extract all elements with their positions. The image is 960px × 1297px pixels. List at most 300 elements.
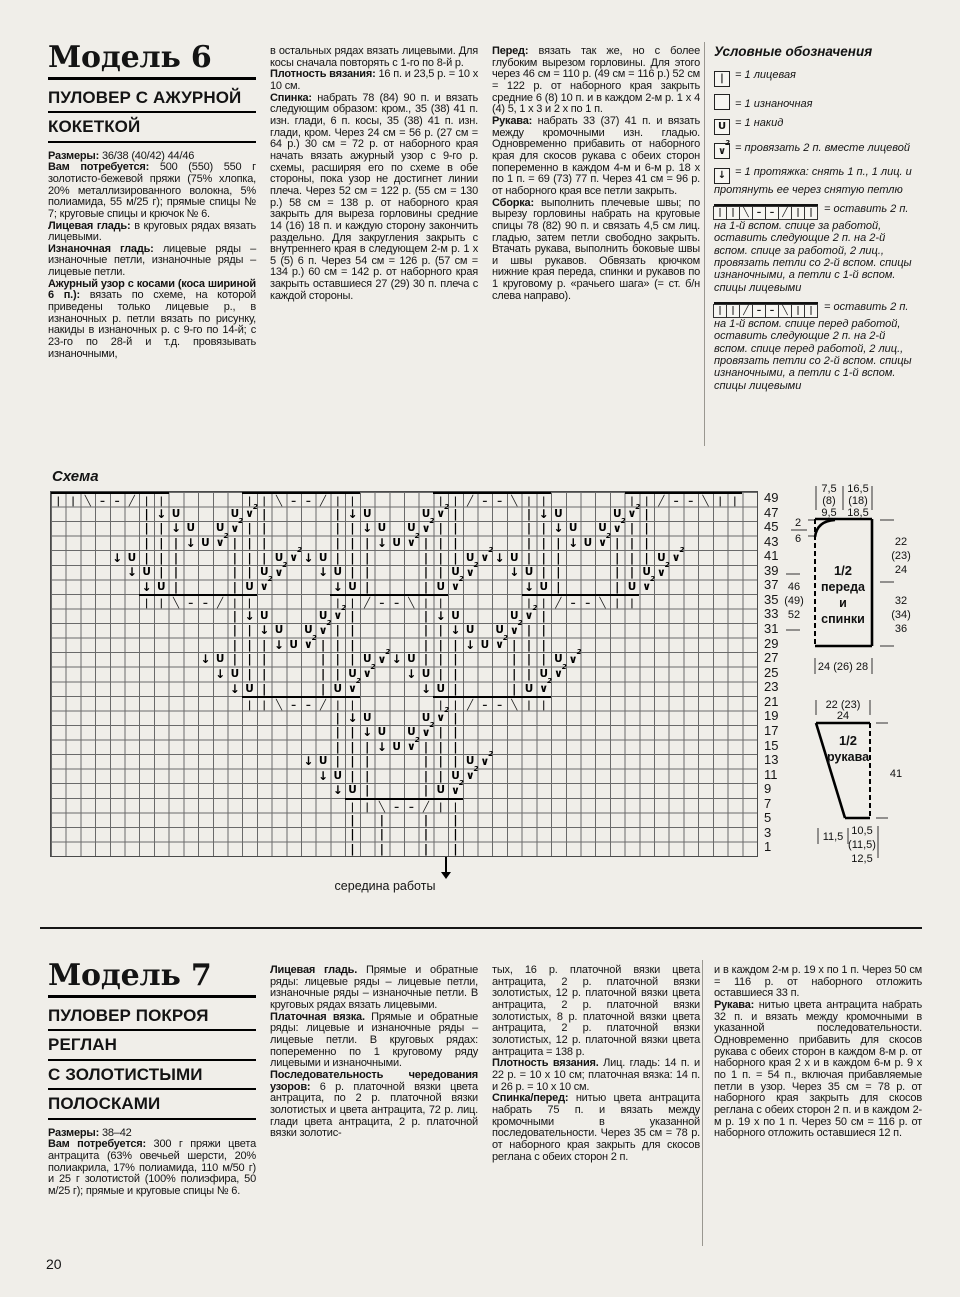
chart-cell: ∨ 2 <box>421 517 435 535</box>
chart-cell: U <box>539 580 548 593</box>
chart-cell: U <box>436 580 446 593</box>
chart-cell: U <box>407 726 416 739</box>
chart-cell: | <box>159 550 164 565</box>
paragraph: Размеры: 38–42 <box>48 1126 132 1139</box>
chart-cell: | <box>232 550 237 565</box>
model6-column-3 <box>492 46 700 302</box>
chart-cell: ∨ 2 <box>553 662 567 681</box>
row-number: 5 <box>764 810 772 826</box>
chart-cell: | <box>350 521 355 536</box>
chart-cell: ↓ <box>303 754 314 769</box>
measure: 16,5 <box>847 483 869 495</box>
chart-cell: ↓ <box>126 565 137 580</box>
chart-cell: | <box>247 565 252 580</box>
chart-cell: ↓ <box>450 623 461 638</box>
chart-cell: ∨ 2 <box>436 706 450 725</box>
model7-column-1 <box>48 960 256 1198</box>
chart-cell: U <box>318 551 328 564</box>
chart-cell: ∨ 2 <box>627 502 641 521</box>
measure: (18) <box>848 495 868 507</box>
chart-cell: U <box>554 653 563 666</box>
chart-cell: ∨ 2 <box>465 560 479 579</box>
chart-cell: U <box>230 507 240 520</box>
chart-cell: ↓ <box>185 535 196 550</box>
paragraph: Последовательность чередования узоров: 6 р. платочной вязки цвета антрацита, по 2 р. платочной вязки золотистых и цвета антрацита, 72 р. лиц. глади цвета антрацита, 2 р. платочной вязки золотис- <box>270 1068 478 1140</box>
chart-cell: U <box>157 580 166 593</box>
model6-title: Модель 6 <box>48 42 256 80</box>
column-divider-top <box>704 42 705 446</box>
row-number: 7 <box>764 795 772 811</box>
row-number: 35 <box>764 591 779 607</box>
chart-cell: U <box>554 507 563 520</box>
cable-symbol: | | ╱ – – ╲ | | <box>330 594 448 611</box>
page-number: 20 <box>46 1256 62 1272</box>
measure: 9,5 <box>821 507 837 519</box>
chart-cell: | <box>453 521 458 536</box>
chart-cell: | <box>526 623 532 638</box>
row-number: 17 <box>764 722 779 738</box>
row-number: 27 <box>764 650 779 666</box>
chart-cell: ↓ <box>332 579 343 594</box>
chart-cell: | <box>453 666 458 681</box>
paragraph: Изнаночная гладь: лицевые ряды – изнаночные петли, изнаночные ряды – лицевые петли. <box>48 242 256 279</box>
chart-cell: | <box>615 535 620 550</box>
paragraph: Ажурный узор с косами (коса шириной 6 п.): вязать по схеме, на которой приведены только лицевые р., в изнаночных р. петли вязать по рисунку, накиды в изнаночных р. с 9-го по 14-й; с 23-го по 28-й и т.д. провязывать изнаночными, <box>48 277 256 360</box>
chart-cell: | <box>350 550 355 565</box>
chart-cell: ↓ <box>156 506 167 521</box>
chart-cell: U <box>407 522 416 535</box>
chart-cell: | <box>320 681 326 696</box>
chart-cell: | <box>335 666 340 681</box>
chart-cell: ↓ <box>435 608 446 623</box>
paragraph-label: Рукава: <box>492 114 538 127</box>
chart-cell: | <box>453 739 458 754</box>
chart-cell: | <box>144 550 149 565</box>
chart-cell: ∨ 2 <box>656 560 670 579</box>
paragraph: Рукава: набрать 33 (37) 41 п. и вязать между кромочными изн. гладью. Одновременно прибавить от наборного края для скосов рукава с обеих сторон попеременно в каждом 4-м и 6-м р. 18 x по 1 п. = 69 (73) 77 п. Через 41 см = 96 р. от наборного края все петли закрыть. <box>492 114 700 197</box>
paragraph-label: Сборка: <box>492 196 541 209</box>
paragraph: Сборка: выполнить плечевые швы; по вырезу горловины набрать на круговые спицы 78 (82) 90 п. и связать 4,5 см лиц. гладью, затем петли свободно закрыть. Втачать рукава, выполнить боковые швы и швы рукавов. Обвязать крючком нижние края переда, спинки и рукавов по 1 круговому р. «рачьего шага» (= ст. б/н слева направо). <box>492 196 700 302</box>
chart-cell: U <box>333 682 343 695</box>
measure: 52 <box>787 609 801 621</box>
chart-cell: | <box>379 827 384 842</box>
chart-cell: | <box>365 550 370 565</box>
chart-cell: ∨ 2 <box>539 677 553 696</box>
measure: 12,5 <box>851 853 873 865</box>
paragraph: Лицевая гладь. Прямые и обратные ряды: лицевые ряды – лицевые петли, изнаночные ряды – изнаночные петли. В круговых рядах вязать лицевыми. <box>270 964 478 1011</box>
chart-cell: | <box>335 550 340 565</box>
measure: 24 (26) 28 <box>817 661 869 673</box>
chart-cell: U <box>524 566 534 579</box>
chart-cell: | <box>438 521 443 536</box>
chart-cell: | <box>379 812 384 827</box>
chart-cell: U <box>436 682 446 695</box>
chart-cell: | <box>541 535 546 550</box>
section-divider <box>40 927 922 929</box>
subtitle-line: ПОЛОСКАМИ <box>48 1090 256 1120</box>
chart-cell: | <box>438 652 443 667</box>
paragraph: Вам потребуется: 500 (550) 550 г золотисто-бежевой пряжи (75% хлопка, 20% металлизированного волокна, 5% полиамида, 55 м/25 г); прямые спицы № 7; круговые спицы и крючок № 6. <box>48 161 256 220</box>
measure: (23) <box>891 550 911 562</box>
chart-cell: | <box>335 506 340 521</box>
chart-cell: | <box>453 637 458 652</box>
chart-cell: U <box>436 784 446 797</box>
row-number: 13 <box>764 752 779 768</box>
chart-cell: ↓ <box>538 506 549 521</box>
model7-subtitle <box>48 1002 256 1120</box>
chart-cell: | <box>335 739 340 754</box>
chart-cell: | <box>644 506 649 521</box>
paragraph-label: Изнаночная гладь: <box>48 242 163 255</box>
chart-cell: | <box>350 841 355 856</box>
chart-cell: ↓ <box>362 521 373 536</box>
chart-cell: U <box>421 711 431 724</box>
paragraph-label: Плотность вязания: <box>270 68 379 81</box>
chart-cell: | <box>438 754 443 769</box>
chart-cell: | <box>423 652 429 667</box>
row-number: 3 <box>764 824 772 840</box>
chart-cell: | <box>159 535 164 550</box>
chart-cell: ∨ 2 <box>406 531 420 550</box>
piece-label: 1/2 <box>833 563 853 578</box>
chart-cell: | <box>247 666 252 681</box>
chart-cell: U <box>215 653 225 666</box>
legend-item <box>714 69 920 87</box>
chart-cell: | <box>350 739 355 754</box>
chart-cell: | <box>159 521 164 536</box>
chart-cell: ∨ 2 <box>230 517 244 535</box>
model7-title: Модель 7 <box>48 960 256 998</box>
chart-cell: | <box>247 637 252 652</box>
chart-cell: | <box>453 841 458 856</box>
chart-cell: | <box>423 812 429 827</box>
paragraph-label: Вам потребуется: <box>48 1138 154 1151</box>
chart-cell: | <box>350 565 355 580</box>
chart-cell: ∨ 2 <box>509 619 523 637</box>
knitting-chart <box>50 491 758 857</box>
chart-cell: ∨ 2 <box>524 604 538 623</box>
chart-cell: | <box>453 506 458 521</box>
chart-cell: | <box>423 739 429 754</box>
legend-item <box>714 117 920 135</box>
chart-cell: | <box>350 623 355 638</box>
chart-cell: | <box>629 550 635 565</box>
chart-cell: ↓ <box>406 666 417 681</box>
chart-cell: | <box>365 783 370 798</box>
row-number: 23 <box>764 679 779 695</box>
chart-cell: | <box>423 535 429 550</box>
chart-cell: | <box>423 579 429 594</box>
piece-label: рукава <box>826 750 870 764</box>
chart-cell: | <box>541 521 546 536</box>
chart-cell: ↓ <box>421 681 432 696</box>
chart-cell: | <box>556 565 561 580</box>
chart-cell: | <box>615 579 620 594</box>
model6-col1-paragraphs <box>48 151 256 361</box>
chart-cell: | <box>541 565 546 580</box>
chart-cell: | <box>262 637 267 652</box>
chart-cell: U <box>304 624 313 637</box>
chart-cell: | <box>556 579 561 594</box>
chart-cell: U <box>318 609 328 622</box>
slip-icon: ↓ <box>714 168 730 184</box>
row-number: 9 <box>764 781 772 797</box>
chart-cell: | <box>453 710 458 725</box>
knit-icon: | <box>714 71 730 87</box>
subtitle-line: КОКЕТКОЙ <box>48 113 256 143</box>
chart-cell: | <box>526 666 532 681</box>
chart-cell: U <box>362 507 372 520</box>
chart-cell: | <box>438 623 443 638</box>
chart-cell: U <box>465 624 475 637</box>
chart-cell: | <box>365 565 370 580</box>
chart-cell: ∨ 2 <box>495 633 508 652</box>
chart-cell: ↓ <box>141 579 152 594</box>
paragraph: Размеры: 36/38 (40/42) 44/46 <box>48 149 195 162</box>
legend-text: = оставить 2 п. на 1-й вспом. спице за работой, оставить следующие 2 п. на 2-й вспом. спице за работой, 2 лиц., провязать петли со 2-й вспом. спицы изнаночными, а петли с 1-й вспом. спицы лицевыми <box>714 203 912 294</box>
chart-cell: | <box>526 637 532 652</box>
chart-cell: | <box>423 550 429 565</box>
chart-cell: U <box>348 667 357 680</box>
column-divider-bottom <box>702 960 703 1246</box>
chart-cell: U <box>362 711 372 724</box>
paragraph: Лицевая гладь: в круговых рядах вязать лицевыми. <box>48 219 256 244</box>
chart-cell: | <box>320 666 326 681</box>
chart-cell: | <box>320 637 326 652</box>
chart-cell: | <box>144 506 149 521</box>
chart-cell: U <box>421 507 431 520</box>
paragraph: Спинка/перед: нитью цвета антрацита набрать 75 п. и вязать между кромочными в указанной последовательности. Через 35 см = 78 р. от наборного края закрыть для скосов реглана с обеих сторон 2 п. <box>492 1092 700 1163</box>
chart-cell: ∨ 2 <box>671 546 685 564</box>
legend-item <box>714 301 920 392</box>
measure: 10,5 <box>851 825 873 837</box>
chart-cell: ∨ 2 <box>598 531 611 550</box>
chart-cell: ∨ 2 <box>362 662 376 681</box>
cable-symbol: | | ╲ – – ╱ | | <box>242 492 360 509</box>
chart-cell: | <box>320 652 326 667</box>
chart-cell: U <box>186 522 195 535</box>
chart-cell: ↓ <box>391 652 402 667</box>
chart-cell: ↓ <box>347 710 358 725</box>
chart-cell: | <box>232 652 237 667</box>
paragraph-label: Последовательность чередования узоров: <box>270 1068 478 1093</box>
chart-cell: | <box>144 535 149 550</box>
chart-cell: | <box>526 521 532 536</box>
chart-cell: | <box>423 565 429 580</box>
chart-cell: | <box>423 608 429 623</box>
row-number: 11 <box>764 766 778 782</box>
legend-text: = оставить 2 п. на 1-й вспом. спице перед работой, оставить следующие 2 п. на 2-й вспом. спице перед работой, 2 лиц., провязать петли со 2-й вспом. спицы изнаночными, а петли с 1-й вспом. спицы лицевыми <box>714 301 912 392</box>
piece-label: переда <box>821 580 865 594</box>
paragraph: тых, 16 р. платочной вязки цвета антрацита, 2 р. платочной вязки золотистых, 12 р. платочной вязки цвета антрацита, 2 р. платочной вязки золотистых, 8 р. платочной вязки цвета антрацита, 2 р. платочной вязки золотистых, 12 р. платочной вязки цвета антрацита = 138 р. <box>492 964 700 1058</box>
chart-cell: | <box>644 521 649 536</box>
chart-cell: | <box>262 535 267 550</box>
chart-cell: ∨ 2 <box>274 560 288 579</box>
paragraph: в остальных рядах вязать лицевыми. Для косы сначала повторять с 1-го по 8-й р. <box>270 45 478 69</box>
chart-cell: U <box>201 536 210 549</box>
chart-cell: U <box>318 755 328 768</box>
chart-cell: ∨ 2 <box>612 517 626 535</box>
chart-cell: | <box>629 521 635 536</box>
chart-cell: ∨ 2 <box>303 633 317 652</box>
chart-cell: U <box>348 784 357 797</box>
chart-cell: U <box>598 522 607 535</box>
chart-cell: ↓ <box>523 579 535 594</box>
chart-cell: | <box>541 550 546 565</box>
paragraph-label: Вам потребуется: <box>48 161 160 174</box>
chart-cell: U <box>333 566 343 579</box>
chart-cell: | <box>526 506 532 521</box>
measure: 36 <box>894 623 908 635</box>
measure: 22 <box>894 536 908 548</box>
chart-cell: ∨ 2 <box>215 531 229 550</box>
chart-cell: U <box>612 507 622 520</box>
paragraph-label: Рукава: <box>714 998 759 1011</box>
chart-cell: | <box>453 652 458 667</box>
chart-cell: | <box>644 535 649 550</box>
schematic-front-back <box>768 478 960 688</box>
subtitle-line: РЕГЛАН <box>48 1031 256 1061</box>
chart-cell: | <box>350 827 355 842</box>
measure: 24 <box>836 710 850 722</box>
schematic-sleeve <box>768 698 960 883</box>
chart-cell: | <box>232 608 237 623</box>
paragraph: Платочная вязка. Прямые и обратные ряды: лицевые и изнаночные ряды – лицевые петли. В круговых рядах: попеременно по 1 круговому ряду лицевыми и изнаночными. <box>270 1010 478 1070</box>
chart-cell: ↓ <box>465 637 476 652</box>
chart-title: Схема <box>52 468 99 485</box>
row-number: 49 <box>764 490 779 505</box>
legend-item <box>714 166 920 196</box>
chart-cell: | <box>423 768 429 783</box>
chart-cell: | <box>173 579 179 594</box>
paragraph: Перед: вязать так же, но с более глубоким вырезом горловины. Для этого через 46 см = 110 р. (49 см = 116 р.) 52 см = 122 р. от наборного края закрыть средние 6 (8) 10 п. и в каждом 2-м р. 1 x 4 (4) 5, 1 x 3 и 2 x по 1 п. <box>492 45 700 116</box>
chart-cell: | <box>644 550 649 565</box>
chart-cell: U <box>421 667 431 680</box>
piece-label: 1/2 <box>838 733 858 748</box>
chart-cell: ∨ 2 <box>450 779 464 797</box>
piece-label: и <box>839 596 847 610</box>
chart-cell: | <box>335 754 340 769</box>
chart-cell: U <box>451 609 460 622</box>
cable-symbol: | | ╱ – – ╲ | | <box>433 696 551 713</box>
chart-cell: U <box>333 769 343 782</box>
chart-cell: | <box>541 623 546 638</box>
paragraph: и в каждом 2-м р. 19 x по 1 п. Через 50 см = 116 р. от наборного отложить оставшиеся 33 п. <box>714 964 922 1000</box>
chart-cell: ↓ <box>318 565 329 580</box>
chart-cell: | <box>350 608 355 623</box>
row-number: 15 <box>764 737 779 753</box>
row-number: 1 <box>764 839 772 855</box>
cable-symbol: | | ╱ – – ╲ | | <box>522 594 640 611</box>
chart-cell: | <box>512 637 517 652</box>
chart-cell: U <box>627 580 637 593</box>
cable-symbol: | | ╲ – – ╱ | | <box>139 594 257 611</box>
chart-cell: U <box>230 667 240 680</box>
chart-cell: | <box>232 623 237 638</box>
chart-cell: U <box>142 566 151 579</box>
chart-cell: U <box>245 580 254 593</box>
chart-cell: ↓ <box>200 652 211 667</box>
cable-symbol: | | ╲ – – ╱ | | <box>345 798 463 815</box>
chart-cell: | <box>365 579 370 594</box>
chart-cell: ↓ <box>509 565 520 580</box>
row-number: 33 <box>764 606 779 622</box>
chart-cell: U <box>377 522 387 535</box>
chart-cell: U <box>392 536 401 549</box>
piece-label: спинки <box>821 612 865 626</box>
chart-cell: U <box>510 551 519 564</box>
chart-cell: | <box>556 550 561 565</box>
subtitle-line: ПУЛОВЕР ПОКРОЯ <box>48 1002 256 1032</box>
chart-cell: ∨ 2 <box>318 619 332 637</box>
paragraph: Спинка: набрать 78 (84) 90 п. и вязать следующим образом: кром., 35 (38) 41 п. изн. глади, 6 п. косы, 35 (38) 41 п. изн. глади, кром. Через 24 см = 56 р. (27 см = 64 р.) 30 см = 72 р. от наборного края начать вязать ажурный узор с 9-го р. схемы, расширяя его по схеме в обе стороны, пока узор не достигнет линии плеча. Через 52 см = 122 р. (55 см = 130 р.) 58 см = 138 р. от наборного края закрыть для выреза горловины средние 14 (16) 18 п. и каждую сторону закончить раздельно. Для закругления закрыть с внутреннего края в следующем 2-м р. 1 x 5 (5) 6 п. Через 54 см = 126 р. (57 см = 134 р.) 60 см = 142 р. от наборного края закрыть оставшиеся 27 (29) 30 п. плеча с каждой стороны. <box>270 91 478 302</box>
chart-cell: | <box>453 754 458 769</box>
chart-cell: ∨ 2 <box>406 735 420 754</box>
paragraph: Плотность вязания. Лиц. гладь: 14 п. и 22 р. = 10 x 10 см; платочная вязка: 14 п. и 26 р. = 10 x 10 см. <box>492 1057 700 1093</box>
chart-cell: ↓ <box>303 550 314 565</box>
chart-cell: U <box>480 638 490 651</box>
chart-cell: | <box>144 521 149 536</box>
row-number: 25 <box>764 664 779 680</box>
model7-col1-paragraphs <box>48 1128 256 1198</box>
chart-cell: U <box>274 624 284 637</box>
chart-cell: | <box>438 666 443 681</box>
chart-cell: ↓ <box>347 506 358 521</box>
chart-cell: | <box>365 754 370 769</box>
chart-cell: | <box>247 535 252 550</box>
measure: 18,5 <box>847 507 869 519</box>
legend-text: = провязать 2 п. вместе лицевой <box>732 141 910 154</box>
row-number: 21 <box>764 693 779 709</box>
row-number: 31 <box>764 621 779 637</box>
chart-cell: U <box>274 551 284 564</box>
chart-cell: | <box>173 565 179 580</box>
chart-cell: ↓ <box>244 608 255 623</box>
paragraph-label: Спинка: <box>270 91 318 104</box>
chart-cell: U <box>451 769 460 782</box>
chart-cell: | <box>512 666 517 681</box>
chart-cell: | <box>629 535 635 550</box>
row-number: 43 <box>764 533 779 549</box>
chart-cell: | <box>541 608 546 623</box>
paragraph: Вам потребуется: 300 г пряжи цвета антрацита (63% овечьей шерсти, 20% полиакрила, 17% полиамида, 110 м/50 г) и 25 г золотистой (100% полиэфира, 50 м/25 г); прямые и круговые спицы № 6. <box>48 1138 256 1197</box>
chart-cell: | <box>526 535 532 550</box>
legend-title: Условные обозначения <box>714 44 873 59</box>
measure: 2 <box>794 517 802 529</box>
chart-cell: | <box>453 550 458 565</box>
chart-cell: | <box>526 550 532 565</box>
chart-cell: | <box>335 652 340 667</box>
cable-symbol: | | ╲ – – ╱ | | <box>242 696 360 713</box>
chart-cell: U <box>289 638 298 651</box>
chart-cell: U <box>127 551 137 564</box>
row-number: 39 <box>764 562 779 578</box>
measure: 32 <box>894 595 908 607</box>
chart-cell: | <box>423 754 429 769</box>
chart-cell: U <box>465 755 475 768</box>
chart-cell: ∨ 2 <box>642 575 655 594</box>
cable-symbol: | | ╱ – – ╲ | | <box>625 492 743 509</box>
chart-cell: ∨ 2 <box>377 648 391 666</box>
chart-cell: ↓ <box>553 521 564 536</box>
model6-column-1 <box>48 42 256 360</box>
chart-cell: U <box>362 653 372 666</box>
legend-items <box>714 69 920 392</box>
chart-cell: | <box>335 521 340 536</box>
chart-cell: ↓ <box>376 535 387 550</box>
chart-cell: | <box>173 535 179 550</box>
measure: (34) <box>891 609 911 621</box>
